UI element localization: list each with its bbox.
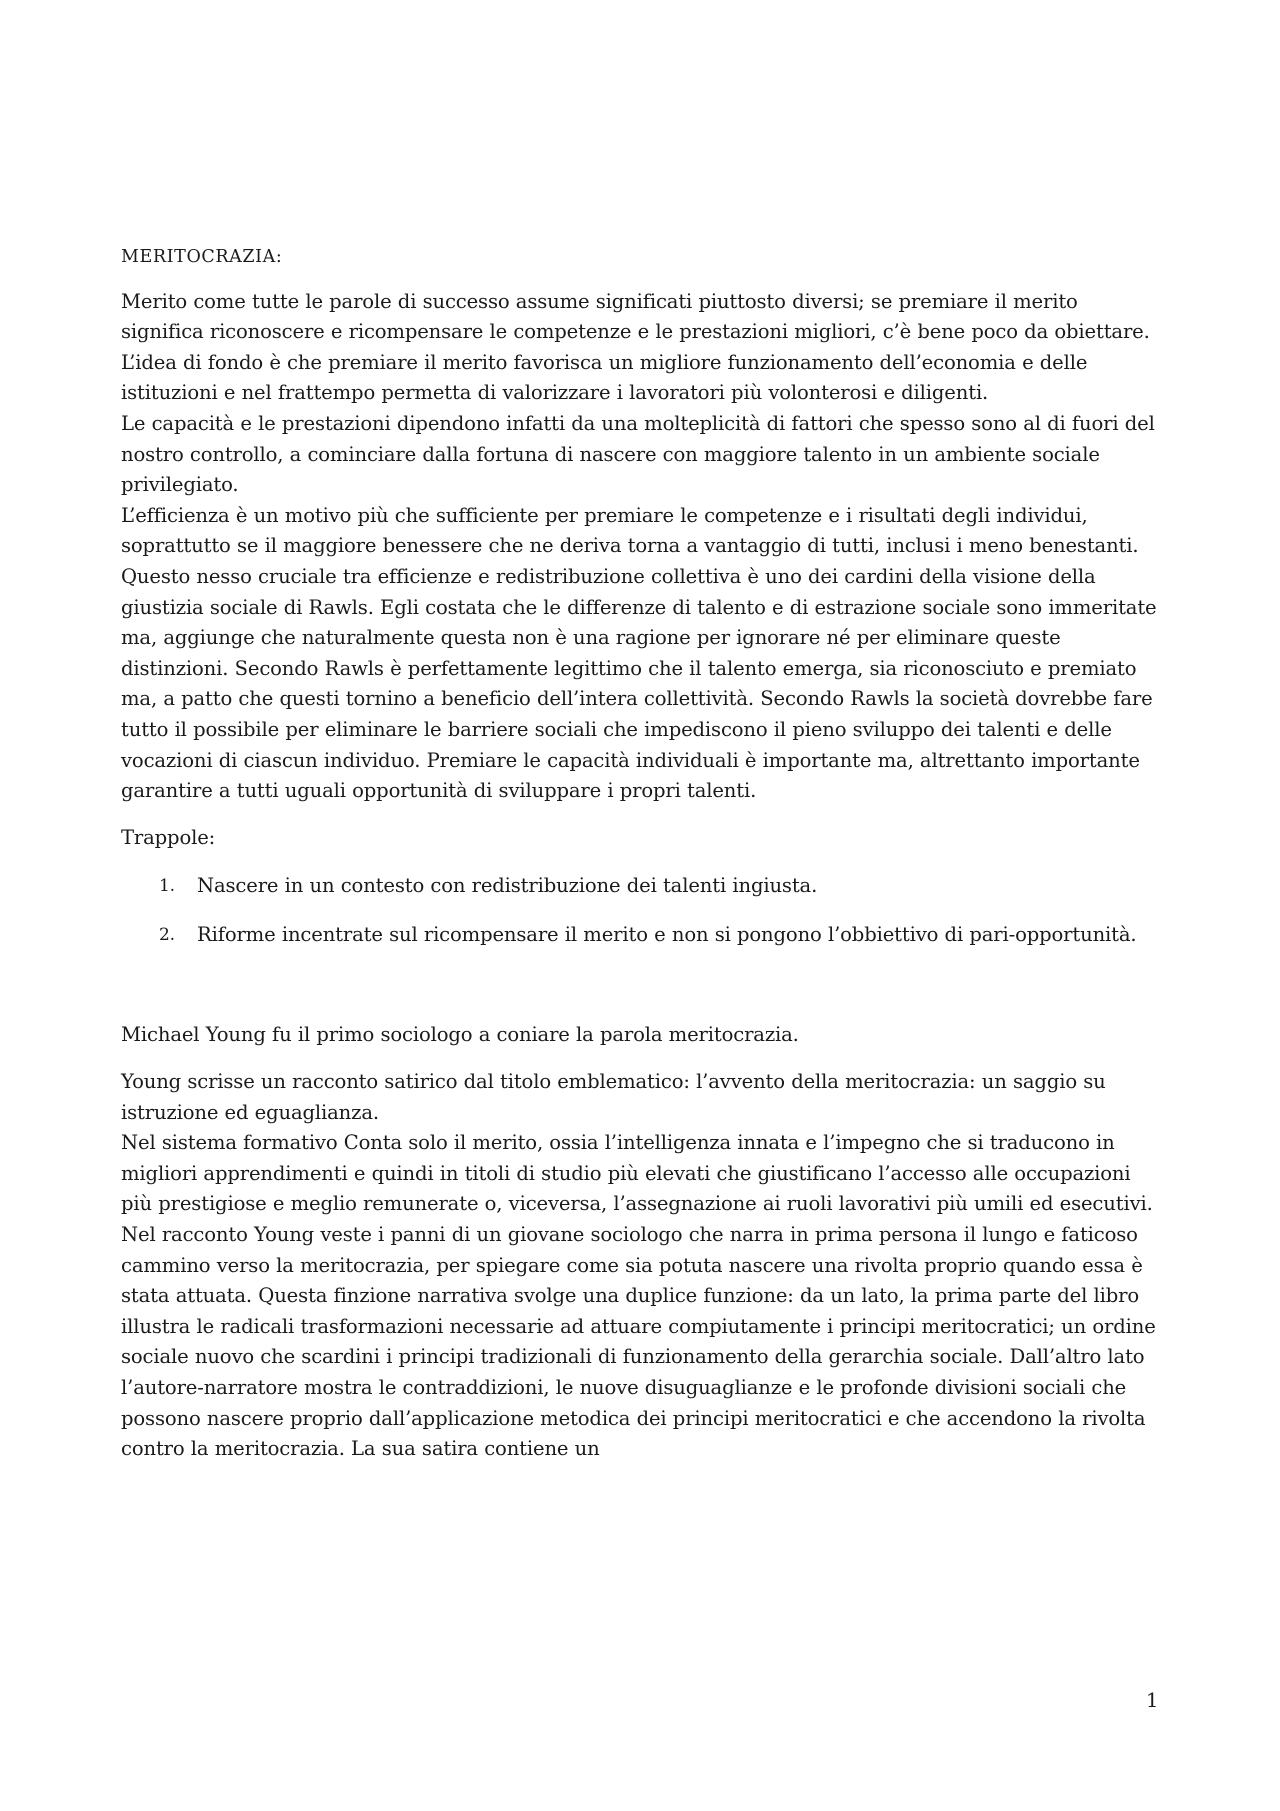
trap-item-text: Riforme incentrate sul ricompensare il merito e non si pongono l’obbiettivo di pari-opportunità. — [197, 922, 1137, 946]
document-body — [121, 242, 1166, 1481]
document-title: MERITOCRAZIA: — [121, 247, 283, 267]
paragraph-education-system: Nel sistema formativo Conta solo il merito, ossia l’intelligenza innata e l’impegno che si traducono in migliori apprendimenti e quindi in titoli di studio più elevati che giustificano l’accesso alle occupazioni più prestigiose e meglio remunerate o, viceversa, l’assegnazione ai ruoli lavorativi più umili ed esecutivi. — [121, 1131, 1153, 1216]
paragraph-efficiency-rawls: L’efficienza è un motivo più che sufficiente per premiare le competenze e i risultati degli individui, soprattutto se il maggiore benessere che ne deriva torna a vantaggio di tutti, inclusi i meno benestanti. Questo nesso cruciale tra efficienze e redistribuzione collettiva è uno dei cardini della visione della giustizia sociale di Rawls. Egli costata che le differenze di talento e di estrazione sociale sono immeritate ma, aggiunge che naturalmente questa non è una ragione per ignorare né per eliminare queste distinzioni. Secondo Rawls è perfettamente legittimo che il talento emerga, sia riconosciuto e premiato ma, a patto che questi tornino a beneficio dell’intera collettività. Secondo Rawls la società dovrebbe fare tutto il possibile per eliminare le barriere sociali che impediscono il pieno sviluppo dei talenti e delle vocazioni di ciascun individuo. Premiare le capacità individuali è importante ma, altrettanto importante garantire a tutti uguali opportunità di sviluppare i propri talenti. — [121, 503, 1157, 803]
section-meritocracy — [121, 287, 1166, 807]
trap-item — [121, 871, 1166, 902]
paragraph-young-intro: Michael Young fu il primo sociologo a coniare la parola meritocrazia. — [121, 1023, 799, 1047]
paragraph-merit-definition: Merito come tutte le parole di successo assume significati piuttosto diversi; se premiare il merito significa riconoscere e ricompensare le competenze e le prestazioni migliori, c’è bene poco da obiettare. L’idea di fondo è che premiare il merito favorisca un migliore funzionamento dell’economia e delle istituzioni e nel frattempo permetta di valorizzare i lavoratori più volonterosi e diligenti. — [121, 289, 1150, 405]
section-spacer — [121, 968, 1166, 1020]
paragraph-narrative: Nel racconto Young veste i panni di un giovane sociologo che narra in prima persona il lungo e faticoso cammino verso la meritocrazia, per spiegare come sia potuta nascere una rivolta proprio quando essa è stata attuata. Questa finzione narrativa svolge una duplice funzione: da un lato, la prima parte del libro illustra le radicali trasformazioni necessarie ad attuare compiutamente i principi meritocratici; un ordine sociale nuovo che scardini i principi tradizionali di funzionamento della gerarchia sociale. Dall’altro lato l’autore-narratore mostra le contraddizioni, le nuove disuguaglianze e le profonde divisioni sociali che possono nascere proprio dall’applicazione metodica dei principi meritocratici e che accendono la rivolta contro la meritocrazia. La sua satira contiene un — [121, 1223, 1156, 1461]
paragraph-young-satire: Young scrisse un racconto satirico dal titolo emblematico: l’avvento della meritocrazia: un saggio su istruzione ed eguaglianza. — [121, 1070, 1106, 1124]
paragraph-capacities: Le capacità e le prestazioni dipendono infatti da una molteplicità di fattori che spesso sono al di fuori del nostro controllo, a cominciare dalla fortuna di nascere con maggiore talento in un ambiente sociale privilegiato. — [121, 411, 1155, 497]
trap-item-number: 1. — [159, 876, 175, 897]
traps-label: Trappole: — [121, 825, 216, 849]
traps-list — [121, 871, 1166, 950]
trap-item — [121, 920, 1166, 951]
trap-item-text: Nascere in un contesto con redistribuzione dei talenti ingiusta. — [197, 874, 818, 898]
page-number: 1 — [1146, 1689, 1159, 1712]
trap-item-number: 2. — [159, 924, 175, 945]
section-young — [121, 1067, 1166, 1465]
